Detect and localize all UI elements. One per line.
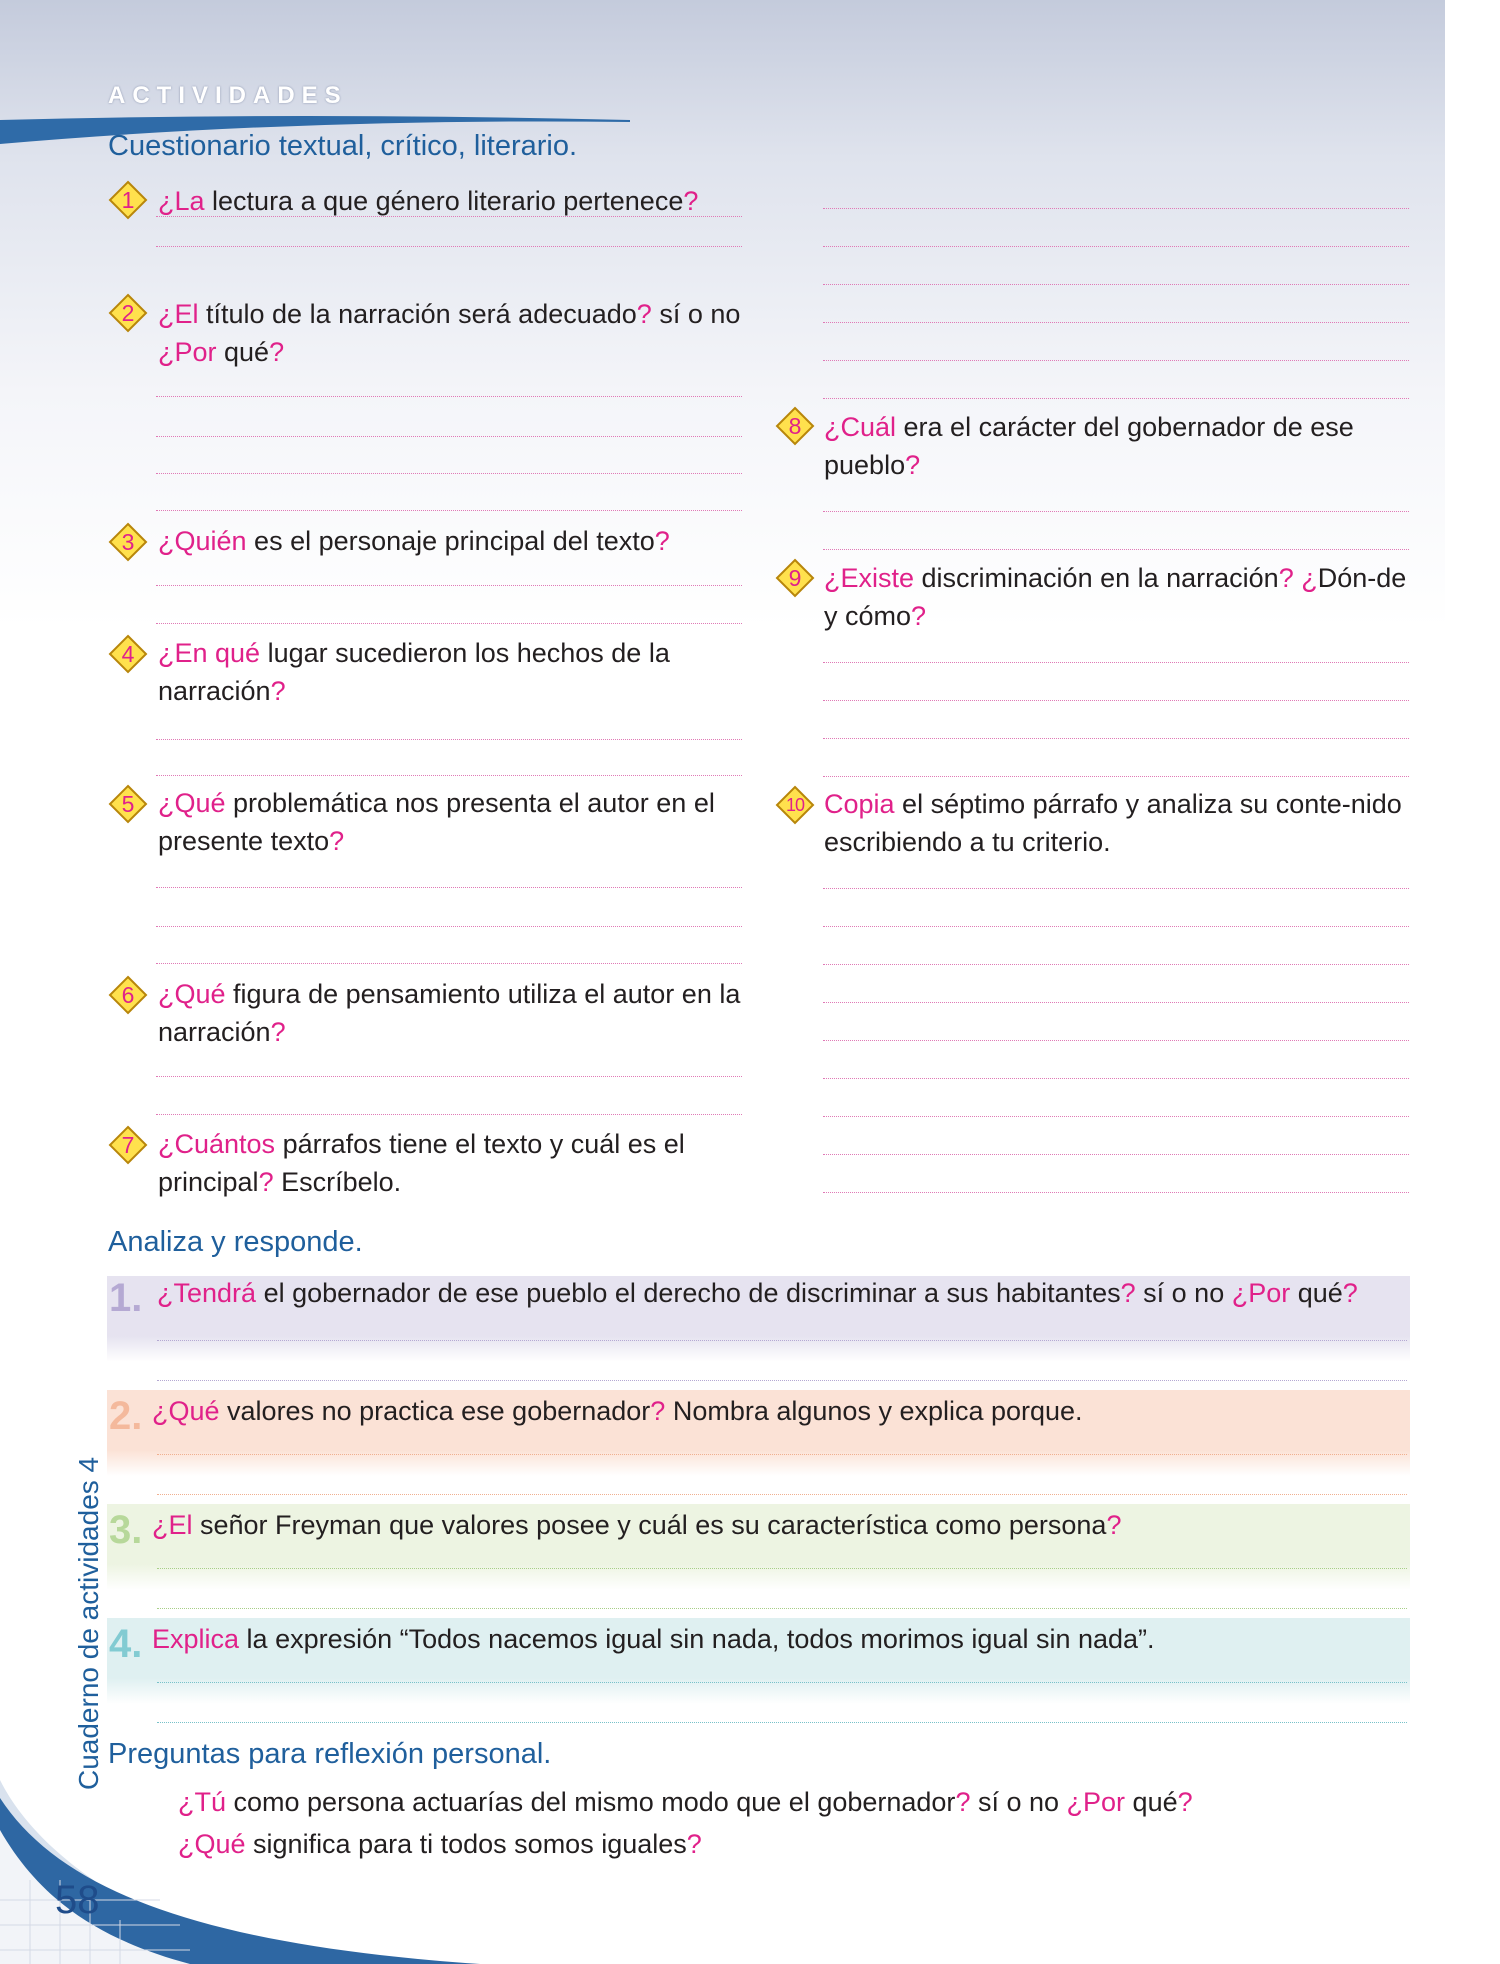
answer-line[interactable] xyxy=(157,1682,1407,1683)
answer-line[interactable] xyxy=(823,738,1409,739)
section-title-reflexion: Preguntas para reflexión personal. xyxy=(108,1738,552,1770)
page-number: 58 xyxy=(55,1878,100,1922)
answer-line[interactable] xyxy=(823,511,1409,512)
question-3: ¿Quién es el personaje principal del texto? xyxy=(158,526,670,556)
answer-line[interactable] xyxy=(156,216,742,217)
analysis-item-3 xyxy=(107,1504,1410,1590)
reflection-question-2: ¿Qué significa para ti todos somos iguales? xyxy=(178,1829,702,1859)
question-number-badge: 7 xyxy=(108,1125,148,1165)
item-number: 4. xyxy=(109,1622,143,1666)
answer-line[interactable] xyxy=(823,1116,1409,1117)
question-number-badge: 4 xyxy=(108,634,148,674)
answer-line[interactable] xyxy=(156,1076,742,1077)
answer-line[interactable] xyxy=(156,246,742,247)
answer-line[interactable] xyxy=(156,739,742,740)
item-number: 1. xyxy=(109,1276,143,1320)
question-number-badge: 2 xyxy=(108,293,148,333)
answer-line[interactable] xyxy=(156,473,742,474)
question-number-badge: 5 xyxy=(108,784,148,824)
item-question: Explica la expresión “Todos nacemos igual sin nada, todos morimos igual sin nada”. xyxy=(152,1624,1155,1654)
answer-line[interactable] xyxy=(156,585,742,586)
question-10: Copia el séptimo párrafo y analiza su conte-nido escribiendo a tu criterio. xyxy=(824,789,1402,857)
analysis-item-1 xyxy=(107,1276,1410,1362)
analysis-item-4 xyxy=(107,1618,1410,1704)
page-edge xyxy=(1445,0,1500,1964)
question-4: ¿En qué lugar sucedieron los hechos de la narración? xyxy=(158,638,670,706)
corner-grid xyxy=(0,1880,200,1964)
answer-line[interactable] xyxy=(823,398,1409,399)
answer-line[interactable] xyxy=(157,1568,1407,1569)
answer-line[interactable] xyxy=(823,549,1409,550)
section-title-cuestionario: Cuestionario textual, crítico, literario. xyxy=(108,130,578,162)
question-number-badge: 6 xyxy=(108,975,148,1015)
item-question: ¿El señor Freyman que valores posee y cuál es su característica como persona? xyxy=(152,1510,1122,1540)
answer-line[interactable] xyxy=(823,964,1409,965)
answer-line[interactable] xyxy=(157,1608,1407,1609)
question-number-badge: 1 xyxy=(108,180,148,220)
answer-line[interactable] xyxy=(156,1114,742,1115)
answer-line[interactable] xyxy=(156,963,742,964)
answer-line[interactable] xyxy=(157,1380,1407,1381)
answer-line[interactable] xyxy=(156,510,742,511)
answer-line[interactable] xyxy=(156,396,742,397)
question-number-badge: 9 xyxy=(775,558,815,598)
answer-line[interactable] xyxy=(823,888,1409,889)
answer-line[interactable] xyxy=(823,1154,1409,1155)
answer-line[interactable] xyxy=(823,284,1409,285)
item-question: ¿Tendrá el gobernador de ese pueblo el derecho de discriminar a sus habitantes? sí o no ¿Por qué? xyxy=(157,1278,1358,1308)
answer-line[interactable] xyxy=(823,700,1409,701)
question-6: ¿Qué figura de pensamiento utiliza el autor en la narración? xyxy=(158,979,741,1047)
answer-line[interactable] xyxy=(823,1040,1409,1041)
item-question: ¿Qué valores no practica ese gobernador? Nombra algunos y explica porque. xyxy=(152,1396,1083,1426)
section-header: ACTIVIDADES xyxy=(108,82,348,109)
analysis-item-2 xyxy=(107,1390,1410,1476)
answer-line[interactable] xyxy=(157,1494,1407,1495)
answer-line[interactable] xyxy=(823,926,1409,927)
answer-line[interactable] xyxy=(823,776,1409,777)
answer-line[interactable] xyxy=(823,360,1409,361)
answer-line[interactable] xyxy=(157,1454,1407,1455)
answer-line[interactable] xyxy=(156,623,742,624)
question-5: ¿Qué problemática nos presenta el autor en el presente texto? xyxy=(158,788,715,856)
answer-line[interactable] xyxy=(823,1078,1409,1079)
question-number-badge: 8 xyxy=(775,406,815,446)
answer-line[interactable] xyxy=(156,887,742,888)
answer-line[interactable] xyxy=(156,926,742,927)
item-number: 3. xyxy=(109,1508,143,1552)
question-8: ¿Cuál era el carácter del gobernador de ese pueblo? xyxy=(824,412,1354,480)
answer-line[interactable] xyxy=(823,246,1409,247)
answer-line[interactable] xyxy=(157,1340,1407,1341)
question-1: ¿La lectura a que género literario pertenece? xyxy=(158,186,699,216)
side-label: Cuaderno de actividades 4 xyxy=(73,1456,104,1790)
question-number-badge: 10 xyxy=(775,785,815,825)
answer-line[interactable] xyxy=(157,1722,1407,1723)
answer-line[interactable] xyxy=(156,436,742,437)
answer-line[interactable] xyxy=(823,208,1409,209)
answer-line[interactable] xyxy=(823,1002,1409,1003)
answer-line[interactable] xyxy=(156,775,742,776)
question-7: ¿Cuántos párrafos tiene el texto y cuál es el principal? Escríbelo. xyxy=(158,1129,685,1197)
reflection-question-1: ¿Tú como persona actuarías del mismo modo que el gobernador? sí o no ¿Por qué? xyxy=(178,1787,1193,1817)
question-number-badge: 3 xyxy=(108,522,148,562)
item-number: 2. xyxy=(109,1394,143,1438)
section-title-analiza: Analiza y responde. xyxy=(108,1226,363,1258)
answer-line[interactable] xyxy=(823,1192,1409,1193)
answer-line[interactable] xyxy=(823,662,1409,663)
answer-line[interactable] xyxy=(823,322,1409,323)
question-2: ¿El título de la narración será adecuado? sí o no ¿Por qué? xyxy=(158,299,741,367)
question-9: ¿Existe discriminación en la narración? ¿Dón-de y cómo? xyxy=(824,563,1407,631)
